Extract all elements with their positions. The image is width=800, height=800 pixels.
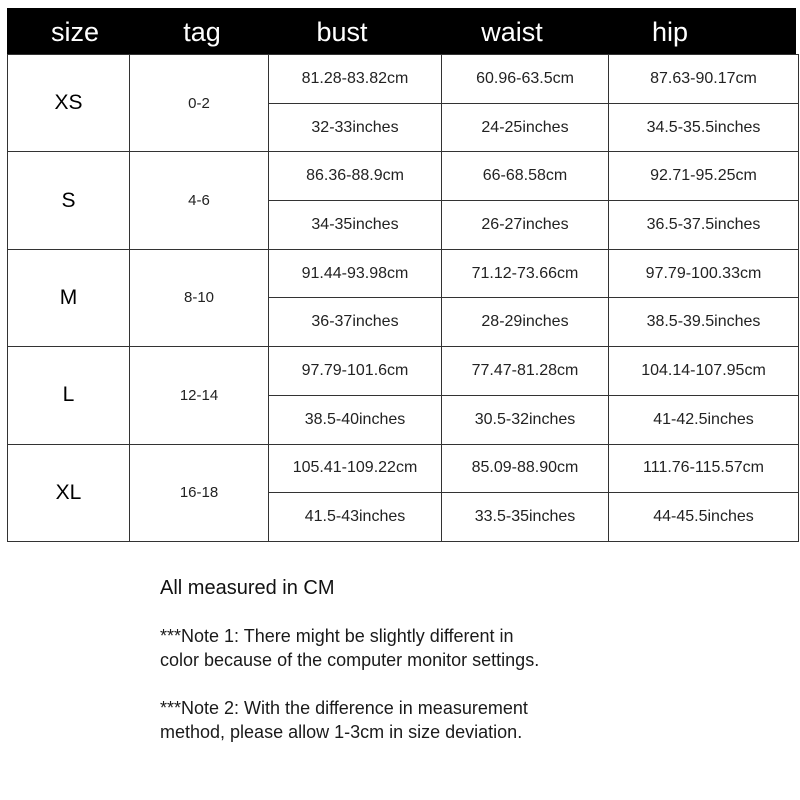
tag-cell: 4-6 [130, 152, 269, 249]
size-cell: M [8, 249, 130, 346]
table-row [8, 249, 799, 298]
note-2-line-2: method, please allow 1-3cm in size deviation. [160, 722, 523, 742]
bust-cm-cell: 105.41-109.22cm [269, 444, 442, 493]
waist-inch-cell: 26-27inches [442, 201, 609, 250]
hip-inch-cell: 44-45.5inches [609, 493, 799, 542]
bust-inch-cell: 41.5-43inches [269, 493, 442, 542]
hip-cm-cell: 111.76-115.57cm [609, 444, 799, 493]
bust-cm-cell: 81.28-83.82cm [269, 55, 442, 104]
note-2-line-1: ***Note 2: With the difference in measurement [160, 698, 528, 718]
waist-cm-cell: 60.96-63.5cm [442, 55, 609, 104]
waist-cm-cell: 85.09-88.90cm [442, 444, 609, 493]
waist-inch-cell: 24-25inches [442, 103, 609, 152]
size-cell: S [8, 152, 130, 249]
bust-cm-cell: 91.44-93.98cm [269, 249, 442, 298]
hip-cm-cell: 97.79-100.33cm [609, 249, 799, 298]
tag-cell: 8-10 [130, 249, 269, 346]
bust-cm-cell: 86.36-88.9cm [269, 152, 442, 201]
waist-inch-cell: 30.5-32inches [442, 395, 609, 444]
table-header [7, 8, 796, 54]
table-row [8, 55, 799, 104]
note-1-line-2: color because of the computer monitor settings. [160, 650, 540, 670]
size-cell: XL [8, 444, 130, 542]
waist-inch-cell: 28-29inches [442, 298, 609, 347]
measurement-unit-note: All measured in CM [160, 577, 335, 599]
hip-cm-cell: 92.71-95.25cm [609, 152, 799, 201]
notes-section [160, 576, 780, 744]
table-row [8, 152, 799, 201]
header-tag: tag [183, 17, 221, 47]
header-bust: bust [316, 17, 368, 47]
bust-inch-cell: 34-35inches [269, 201, 442, 250]
header-size: size [50, 17, 99, 47]
hip-inch-cell: 38.5-39.5inches [609, 298, 799, 347]
bust-inch-cell: 32-33inches [269, 103, 442, 152]
note-1-line-1: ***Note 1: There might be slightly different in [160, 626, 514, 646]
tag-cell: 16-18 [130, 444, 269, 542]
waist-cm-cell: 77.47-81.28cm [442, 347, 609, 396]
table-row [8, 444, 799, 493]
tag-cell: 0-2 [130, 55, 269, 152]
size-table [7, 54, 798, 542]
hip-cm-cell: 87.63-90.17cm [609, 55, 799, 104]
hip-inch-cell: 36.5-37.5inches [609, 201, 799, 250]
hip-inch-cell: 34.5-35.5inches [609, 103, 799, 152]
size-cell: XS [8, 55, 130, 152]
waist-cm-cell: 66-68.58cm [442, 152, 609, 201]
hip-inch-cell: 41-42.5inches [609, 395, 799, 444]
size-cell: L [8, 347, 130, 444]
table-row [8, 347, 799, 396]
header-hip: hip [651, 17, 689, 47]
waist-cm-cell: 71.12-73.66cm [442, 249, 609, 298]
header-waist: waist [481, 17, 543, 47]
bust-cm-cell: 97.79-101.6cm [269, 347, 442, 396]
bust-inch-cell: 36-37inches [269, 298, 442, 347]
bust-inch-cell: 38.5-40inches [269, 395, 442, 444]
hip-cm-cell: 104.14-107.95cm [609, 347, 799, 396]
tag-cell: 12-14 [130, 347, 269, 444]
waist-inch-cell: 33.5-35inches [442, 493, 609, 542]
